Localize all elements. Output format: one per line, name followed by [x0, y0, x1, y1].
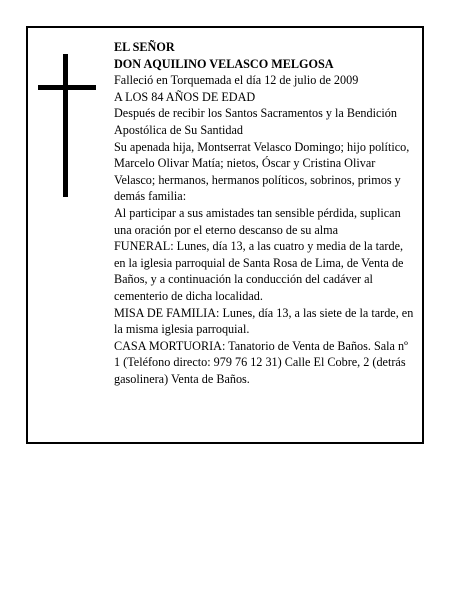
- age-line: A LOS 84 AÑOS DE EDAD: [114, 89, 256, 104]
- family-paragraph: Su apenada hija, Montserrat Velasco Domingo; hijo político, Marcelo Olivar Matía; nietos, Óscar y Cristina Olivar Velasco; hermanos, hermanos políticos, sobrinos, primos y demás familia:: [114, 139, 410, 204]
- obituary-text: [114, 39, 414, 387]
- funeral-paragraph: FUNERAL: Lunes, día 13, a las cuatro y media de la tarde, en la iglesia parroquial de Santa Rosa de Lima, de Venta de Baños, y a continuación la conducción del cadáver al cementerio de dicha localidad.: [114, 239, 404, 303]
- deceased-name: DON AQUILINO VELASCO MELGOSA: [114, 56, 334, 71]
- title-line: EL SEÑOR: [114, 40, 175, 54]
- request-paragraph: Al participar a sus amistades tan sensible pérdida, suplican una oración por el eterno descanso de su alma: [114, 205, 401, 237]
- death-info: Falleció en Torquemada el día 12 de julio de 2009: [114, 73, 359, 88]
- cross-horizontal-bar: [38, 85, 96, 90]
- cross-vertical-bar: [63, 54, 68, 197]
- funeral-home-paragraph: CASA MORTUORIA: Tanatorio de Venta de Baños. Sala nº 1 (Teléfono directo: 979 76 12 31) Calle El Cobre, 2 (detrás gasolinera) Venta de Baños.: [114, 338, 408, 386]
- family-mass-paragraph: MISA DE FAMILIA: Lunes, día 13, a las siete de la tarde, en la misma iglesia parroquial.: [114, 305, 414, 337]
- sacraments-paragraph: Después de recibir los Santos Sacramentos y la Bendición Apostólica de Su Santidad: [114, 106, 397, 137]
